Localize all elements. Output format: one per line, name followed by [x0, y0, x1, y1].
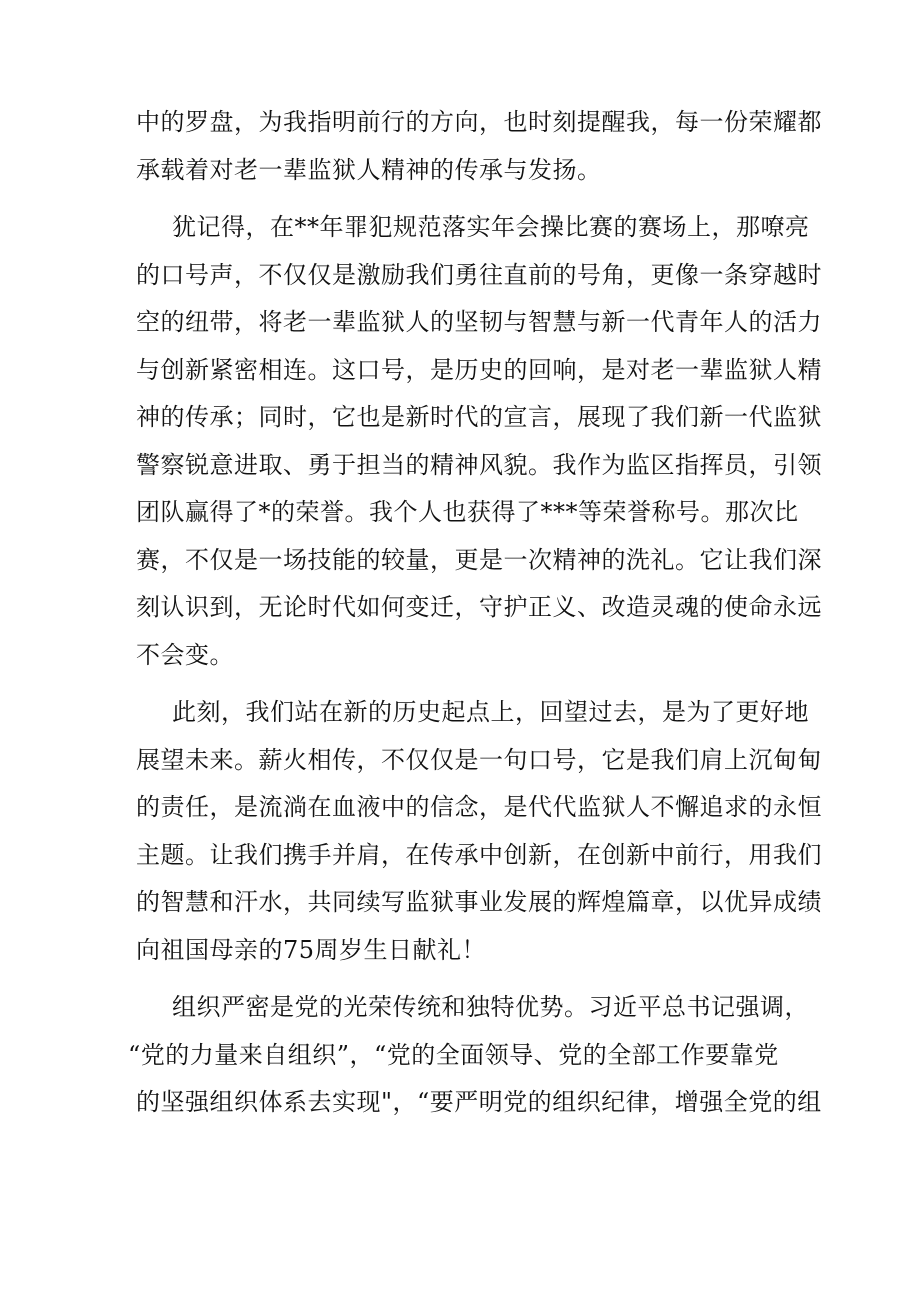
text-line-9: 团队赢得了*的荣誉。我个人也获得了***等荣誉称号。那次比: [136, 498, 799, 526]
text-line-8: 警察锐意进取、勇于担当的精神风貌。我作为监区指挥员，引领: [136, 451, 822, 479]
text-line-20: “党的力量来自组织”，“党的全面领导、党的全部工作要靠党: [128, 1041, 779, 1069]
text-line-4: 的口号声，不仅仅是激励我们勇往直前的号角，更像一条穿越时: [136, 261, 822, 289]
paragraph-start-line: 此刻，我们站在新的历史起点上，回望过去，是为了更好地: [172, 698, 809, 726]
text-line-6: 与创新紧密相连。这口号，是历史的回响，是对老一辈监狱人精: [136, 356, 822, 384]
text-line-10: 赛，不仅是一场技能的较量，更是一次精神的洗礼。它让我们深: [136, 546, 822, 574]
text-line-17: 的智慧和汗水，共同续写监狱事业发展的辉煌篇章，以优异成绩: [136, 888, 822, 916]
text-line-12: 不会变。: [136, 641, 234, 669]
text-line-15: 的责任，是流淌在血液中的信念，是代代监狱人不懈追求的永恒: [136, 793, 822, 821]
text-line-1: 中的罗盘，为我指明前行的方向，也时刻提醒我，每一份荣耀都: [136, 108, 822, 136]
text-line-5: 空的纽带，将老一辈监狱人的坚韧与智慧与新一代青年人的活力: [136, 308, 822, 336]
paragraph-start-line: 犹记得，在**年罪犯规范落实年会操比赛的赛场上，那嘹亮: [172, 213, 810, 241]
paragraph-start-line: 组织严密是党的光荣传统和独特优势。习近平总书记强调，: [172, 993, 809, 1021]
text-line-14: 展望未来。薪火相传，不仅仅是一句口号，它是我们肩上沉甸甸: [136, 746, 822, 774]
text-line-18: 向祖国母亲的75周岁生日献礼！: [136, 936, 487, 964]
text-line-16: 主题。让我们携手并肩，在传承中创新，在创新中前行，用我们: [136, 841, 822, 869]
text-line-2: 承载着对老一辈监狱人精神的传承与发扬。: [136, 156, 602, 184]
text-line-11: 刻认识到，无论时代如何变迁，守护正义、改造灵魂的使命永远: [136, 593, 822, 621]
text-line-21: 的坚强组织体系去实现"，“要严明党的组织纪律，增强全党的组: [136, 1088, 822, 1116]
text-line-7: 神的传承；同时，它也是新时代的宣言，展现了我们新一代监狱: [136, 403, 822, 431]
